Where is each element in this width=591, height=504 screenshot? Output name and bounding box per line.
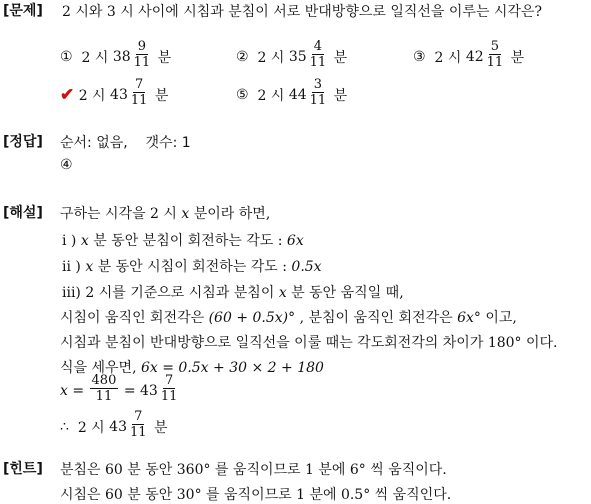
- solution-tag: [해설]: [3, 205, 43, 221]
- option-1[interactable]: [60, 39, 172, 71]
- option-unit: 분: [157, 49, 172, 66]
- option-unit: 분: [333, 49, 348, 66]
- solution-line-7: x = $\frac{480}{11}$ = 43 $\frac{7}{11}$: [60, 373, 178, 404]
- option-fraction: $\frac{5}{11}$: [486, 39, 504, 70]
- option-whole: 38: [112, 48, 131, 65]
- checkmark-icon: ✔: [60, 84, 75, 105]
- question-text: 2 시와 3 시 사이에 시침과 분침이 서로 반대방향으로 일직선을 이루는 시각은?: [62, 4, 542, 20]
- option-whole: 42: [465, 48, 484, 65]
- option-hour: 2 시: [257, 87, 285, 104]
- problem-tag: [문제]: [3, 3, 43, 19]
- solution-line-6: 식을 세우면, 6x = 0.5x + 30 × 2 + 180: [60, 360, 324, 376]
- option-unit: 분: [510, 49, 525, 66]
- option-whole: 35: [288, 48, 307, 65]
- option-marker: ①: [60, 48, 73, 65]
- option-marker: ⑤: [236, 86, 249, 103]
- option-fraction: $\frac{4}{11}$: [309, 39, 327, 70]
- option-3[interactable]: [413, 39, 525, 71]
- option-4[interactable]: [60, 77, 169, 109]
- option-hour: 2 시: [81, 49, 109, 66]
- solution-item-2: ii ) x 분 동안 시침이 회전하는 각도 : 0.5x: [62, 259, 322, 275]
- option-fraction: $\frac{7}{11}$: [130, 77, 148, 108]
- therefore-icon: ∴: [60, 418, 69, 435]
- answer-order: 순서: 없음,: [60, 135, 128, 151]
- answer-tag: [정답]: [3, 134, 43, 150]
- hint-line-2: 시침은 60 분 동안 30° 를 움직이므로 1 분에 0.5° 씩 움직인다.: [60, 487, 452, 503]
- answer-count: 갯수: 1: [145, 135, 191, 151]
- hint-line-1: 분침은 60 분 동안 360° 를 움직이므로 1 분에 6° 씩 움직이다.: [60, 462, 447, 478]
- solution-item-1: i ) x 분 동안 분침이 회전하는 각도 : 6x: [62, 233, 304, 249]
- solution-line-4: 시침이 움직인 회전각은 (60 + 0.5x)° , 분침이 움직인 회전각은 6x° 이고,: [60, 310, 517, 326]
- option-unit: 분: [154, 87, 169, 104]
- option-marker: ②: [236, 48, 249, 65]
- option-fraction: $\frac{9}{11}$: [133, 39, 151, 70]
- solution-line-5: 시침과 분침이 반대방향으로 일직선을 이룰 때는 각도회전각의 차이가 180° 이다.: [60, 335, 558, 351]
- option-2[interactable]: [236, 39, 348, 71]
- option-hour: 2 시: [78, 87, 106, 104]
- option-whole: 43: [110, 86, 128, 103]
- solution-item-3: iii) 2 시를 기준으로 시침과 분침이 x 분 동안 움직일 때,: [62, 285, 404, 301]
- option-unit: 분: [333, 87, 348, 104]
- option-hour: 2 시: [257, 49, 285, 66]
- option-marker: ③: [413, 48, 426, 65]
- option-hour: 2 시: [434, 49, 462, 66]
- solution-intro: 구하는 시각을 2 시 x 분이라 하면,: [60, 206, 271, 222]
- solution-conclusion: ∴ 2 시 43 $\frac{7}{11}$ 분: [60, 409, 168, 440]
- answer-choice: ④: [60, 157, 73, 173]
- option-fraction: $\frac{3}{11}$: [309, 77, 327, 108]
- option-whole: 44: [288, 86, 307, 103]
- answer-meta: [60, 132, 191, 152]
- option-5[interactable]: [236, 77, 348, 109]
- hint-tag: [힌트]: [3, 461, 43, 477]
